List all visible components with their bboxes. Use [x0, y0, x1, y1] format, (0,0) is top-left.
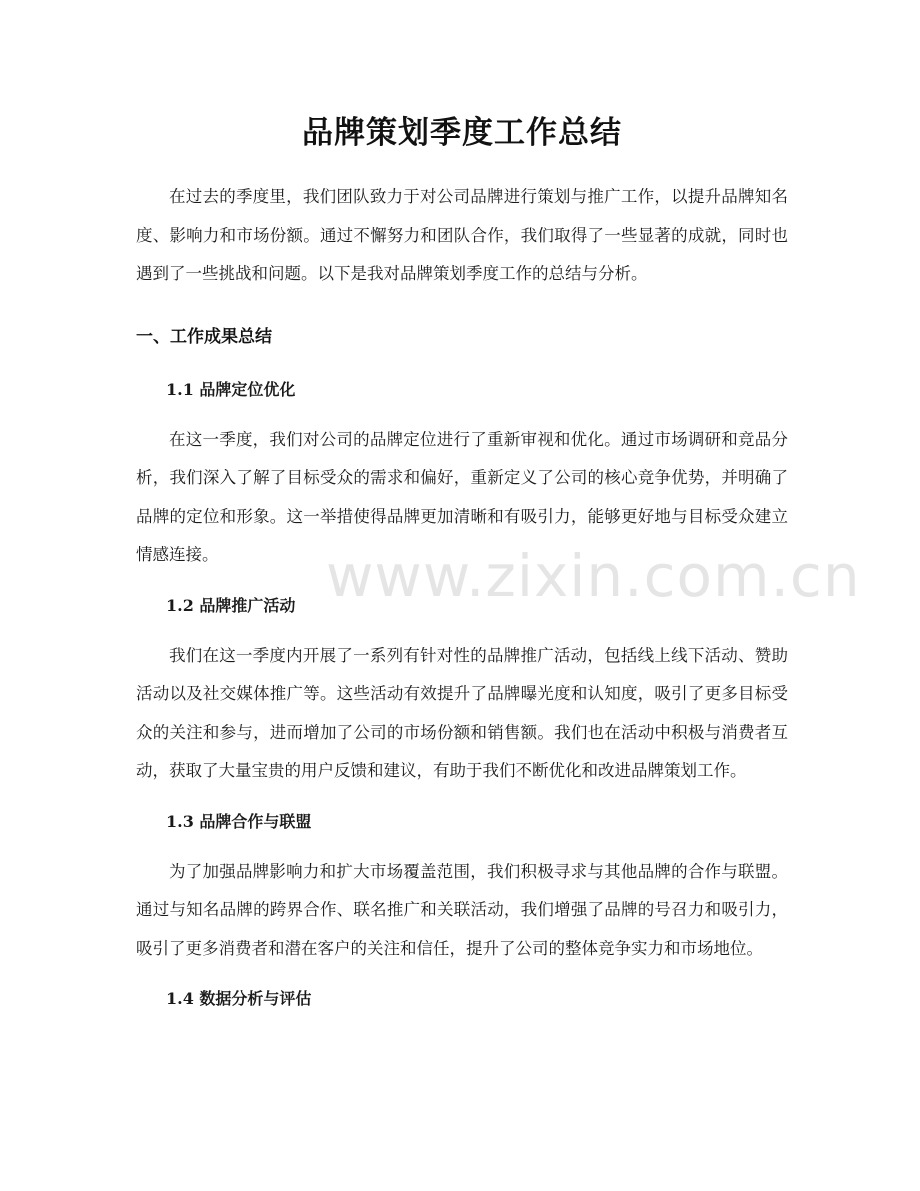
document-title: 品牌策划季度工作总结	[302, 115, 622, 151]
intro-paragraph: 在过去的季度里，我们团队致力于对公司品牌进行策划与推广工作，以提升品牌知名度、影响力和市场份额。通过不懈努力和团队合作，我们取得了一些显著的成就，同时也遇到了一些挑战和问题。以下是我对品牌策划季度工作的总结与分析。	[136, 187, 788, 283]
subheading-brand-partnership: 1.3 品牌合作与联盟	[166, 811, 312, 831]
subheading-brand-promotion: 1.2 品牌推广活动	[166, 595, 296, 615]
watermark-text: www.zixin.com.cn	[326, 542, 861, 610]
paragraph-brand-promotion: 我们在这一季度内开展了一系列有针对性的品牌推广活动，包括线上线下活动、赞助活动以及社交媒体推广等。这些活动有效提升了品牌曝光度和认知度，吸引了更多目标受众的关注和参与，进而增加了公司的市场份额和销售额。我们也在活动中积极与消费者互动，获取了大量宝贵的用户反馈和建议，有助于我们不断优化和改进品牌策划工作。	[136, 645, 788, 780]
subheading-brand-positioning: 1.1 品牌定位优化	[166, 379, 296, 399]
paragraph-brand-positioning: 在这一季度，我们对公司的品牌定位进行了重新审视和优化。通过市场调研和竞品分析，我们深入了解了目标受众的需求和偏好，重新定义了公司的核心竞争优势，并明确了品牌的定位和形象。这一举措使得品牌更加清晰和有吸引力，能够更好地与目标受众建立情感连接。	[136, 429, 788, 564]
section-heading-achievements: 一、工作成果总结	[136, 326, 272, 347]
paragraph-brand-partnership: 为了加强品牌影响力和扩大市场覆盖范围，我们积极寻求与其他品牌的合作与联盟。通过与知名品牌的跨界合作、联名推广和关联活动，我们增强了品牌的号召力和吸引力，吸引了更多消费者和潜在客户的关注和信任，提升了公司的整体竞争实力和市场地位。	[136, 861, 788, 958]
subheading-data-analysis: 1.4 数据分析与评估	[166, 989, 312, 1008]
